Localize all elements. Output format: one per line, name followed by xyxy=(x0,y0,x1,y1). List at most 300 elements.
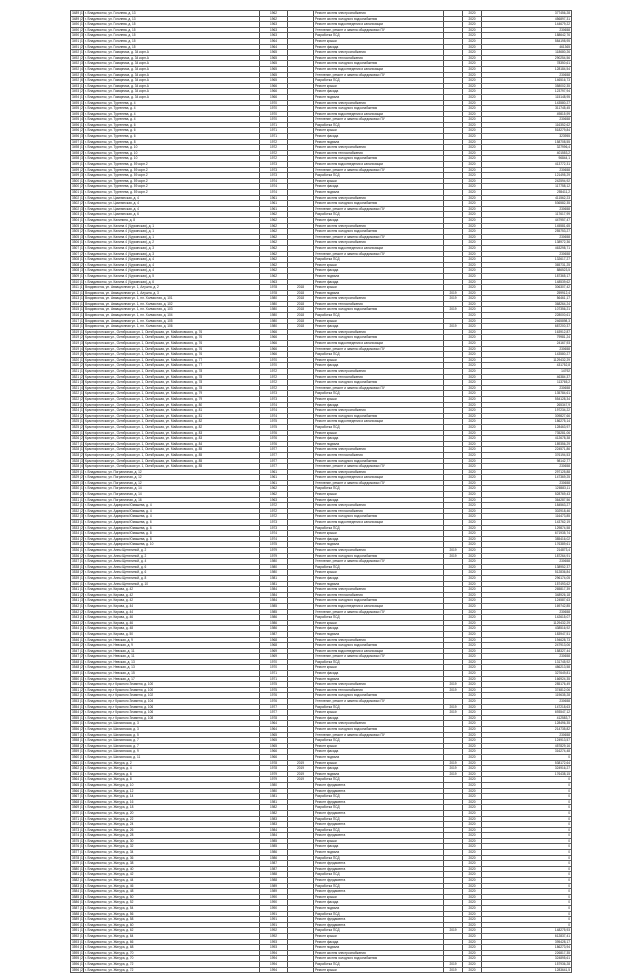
build-year-cell: 1966 xyxy=(260,94,288,100)
period-year-cell: 2020 xyxy=(463,548,482,554)
cost-cell: 230658 xyxy=(482,27,572,33)
period-year-cell: 2020 xyxy=(463,11,482,17)
row-number-cell: 3498 (3) xyxy=(72,156,84,161)
period-year-cell: 2020 xyxy=(463,22,482,28)
address-cell: г. Владивосток, ул. Анны Щетининой, д. 2 xyxy=(84,553,260,559)
work-type-cell: Ремонт фундамента xyxy=(314,782,444,788)
build-year-cell: 1972 xyxy=(260,150,288,156)
planned-year-cell: 2019 xyxy=(444,296,463,302)
cost-cell: 98142,77 xyxy=(482,458,572,464)
work-type-cell: Разработка ПСД xyxy=(314,805,444,811)
address-cell: г. Владивосток, ул. Анны Щетининой, д. 10 xyxy=(84,581,260,587)
last-repair-year-cell: 2018 xyxy=(288,318,314,324)
build-year-cell: 1982 xyxy=(260,810,288,816)
row-number-cell: 3503 (1) xyxy=(72,212,84,217)
row-number-cell: 3558 (2) xyxy=(72,743,84,748)
build-year-cell: 1975 xyxy=(260,542,288,548)
work-type-cell: Разработка ПСД xyxy=(314,525,444,531)
cost-cell: 296174,05 xyxy=(482,575,572,581)
cost-cell: 56461,17 xyxy=(482,296,572,302)
row-number-cell: 3502 (3) xyxy=(72,206,84,211)
work-type-cell: Ремонт систем теплоснабжения xyxy=(314,150,444,156)
period-year-cell: 2020 xyxy=(463,956,482,962)
build-year-cell: 1962 xyxy=(260,257,288,263)
work-type-cell: Ремонт фасада xyxy=(314,626,444,632)
period-year-cell: 2020 xyxy=(463,699,482,705)
build-year-cell: 1980 xyxy=(260,313,288,319)
address-cell: г. Владивосток, пр-т Красного Знамени, д. 104 xyxy=(84,699,260,705)
work-type-cell: Ремонт фасада xyxy=(314,671,444,677)
work-type-cell: Разработка ПСД xyxy=(314,928,444,934)
cost-cell: 0 xyxy=(482,754,572,760)
row-number-cell: 3528 (1) xyxy=(72,447,84,452)
cost-cell: 259912,4 xyxy=(482,290,572,296)
address-cell: г. Владивосток, ул. Жигура, д. 22 xyxy=(84,816,260,822)
row-number-cell: 3519 (2) xyxy=(72,335,84,340)
address-cell: г. Владивосток, ул. Кирова, д. 46 xyxy=(84,620,260,626)
build-year-cell: 1986 xyxy=(260,626,288,632)
row-number-cell: 3538 (2) xyxy=(72,570,84,575)
cost-cell: 327649,81 xyxy=(482,671,572,677)
period-year-cell: 2020 xyxy=(463,307,482,313)
address-cell: г. Владивосток, ул. Жигура, д. 68 xyxy=(84,945,260,951)
address-cell: г. Владивосток, ул. Тургенева, д. 59 корп.2 xyxy=(84,167,260,173)
build-year-cell: 1991 xyxy=(260,922,288,928)
period-year-cell: 2020 xyxy=(463,486,482,492)
work-type-cell: Ремонт фундамента xyxy=(314,866,444,872)
cost-cell: 265347,9 xyxy=(482,402,572,408)
work-type-cell: Ремонт систем холодного водоснабжения xyxy=(314,413,444,419)
cost-cell: 96844,1 xyxy=(482,156,572,162)
row-number-cell: 3534 (2) xyxy=(72,536,84,541)
build-year-cell: 1965 xyxy=(260,55,288,61)
period-year-cell: 2020 xyxy=(463,592,482,598)
period-year-cell: 2020 xyxy=(463,396,482,402)
work-type-cell: Ремонт систем водоотведения и канализации xyxy=(314,245,444,251)
cost-cell: 412583,7 xyxy=(482,715,572,721)
address-cell: г. Владивосток, ул. Невская, д. 15 xyxy=(84,671,260,677)
build-year-cell: 1973 xyxy=(260,391,288,397)
row-number-cell: 3532 (2) xyxy=(72,508,84,513)
work-type-cell: Ремонт систем электроснабжения xyxy=(314,240,444,246)
row-number-cell: 3512 (1) xyxy=(72,290,84,295)
work-type-cell: Ремонт систем электроснабжения xyxy=(314,329,444,335)
row-number-cell: 3519 (4) xyxy=(72,346,84,351)
build-year-cell: 1974 xyxy=(260,536,288,542)
work-type-cell: Ремонт крыши xyxy=(314,357,444,363)
row-number-cell: 3521 (3) xyxy=(72,380,84,385)
address-cell: Краснофлотская ул., Октябрьская ул. 1, Октябрьская, ул. Майкоповского, д. 78 xyxy=(84,369,260,375)
build-year-cell: 1972 xyxy=(260,374,288,380)
planned-year-cell: 2019 xyxy=(444,548,463,554)
cost-cell: 348926,18 xyxy=(482,592,572,598)
address-cell: Краснофлотская ул., Октябрьская ул. 1, Октябрьская, ул. Майкоповского, д. 82 xyxy=(84,419,260,425)
address-cell: г. Владивосток, ул. Жигура, д. 14 xyxy=(84,794,260,800)
cost-cell: 197234,22 xyxy=(482,408,572,414)
row-number-cell: 3492 (1) xyxy=(72,50,84,55)
period-year-cell: 2020 xyxy=(463,620,482,626)
address-cell: г. Владивосток, ул. Гоголева, д. 13 xyxy=(84,16,260,22)
row-number-cell: 3551 (1) xyxy=(72,682,84,687)
build-year-cell: 1975 xyxy=(260,419,288,425)
cost-cell: 413772,31 xyxy=(482,162,572,168)
period-year-cell: 2020 xyxy=(463,492,482,498)
build-year-cell: 1965 xyxy=(260,738,288,744)
cost-cell: 374812,06 xyxy=(482,687,572,693)
period-year-cell: 2020 xyxy=(463,106,482,112)
work-type-cell: Утепление, ремонт и замена общедомовых ПУ xyxy=(314,385,444,391)
cost-cell: 113765,2 xyxy=(482,380,572,386)
build-year-cell: 1974 xyxy=(260,190,288,196)
work-type-cell: Ремонт крыши xyxy=(314,396,444,402)
work-type-cell: Утепление, ремонт и замена общедомовых ПУ xyxy=(314,206,444,212)
row-number-cell: 3577 (1) xyxy=(72,850,84,855)
period-year-cell: 2020 xyxy=(463,173,482,179)
build-year-cell: 1972 xyxy=(260,139,288,145)
row-number-cell: 3595 (1) xyxy=(72,950,84,955)
period-year-cell: 2020 xyxy=(463,50,482,56)
address-cell: г. Владивосток, ул. Жигура, д. 62 xyxy=(84,928,260,934)
build-year-cell: 1971 xyxy=(260,671,288,677)
address-cell: г. Владивосток, ул. Гамарника, д. 34 корп.А xyxy=(84,78,260,84)
period-year-cell: 2020 xyxy=(463,665,482,671)
cost-cell: 230658 xyxy=(482,559,572,565)
period-year-cell: 2020 xyxy=(463,816,482,822)
cost-cell: 131745,92 xyxy=(482,659,572,665)
cost-cell: 148275,93 xyxy=(482,928,572,934)
row-number-cell: 3489 (1) xyxy=(72,11,84,15)
last-repair-year-cell: 2018 xyxy=(288,301,314,307)
address-cell: г. Владивосток, ул. Тургенева, д. 4 xyxy=(84,111,260,117)
row-number-cell: 3516 (1) xyxy=(72,313,84,318)
build-year-cell: 1992 xyxy=(260,928,288,934)
planned-year-cell: 2019 xyxy=(444,687,463,693)
cost-cell: 290254,56 xyxy=(482,55,572,61)
cost-cell: 0 xyxy=(482,878,572,884)
address-cell: г. Владивосток, ул. Калина 4 (Чуркинская), д. 1 xyxy=(84,234,260,240)
address-cell: г. Владивосток, ул. Гамарника, д. 34 корп.А xyxy=(84,94,260,100)
row-number-cell: 3520 (1) xyxy=(72,357,84,362)
build-year-cell: 1984 xyxy=(260,592,288,598)
address-cell: Владивосток, ул. Авиационная ул. 1, Алушта, д. 3 xyxy=(84,290,260,296)
cost-cell: 735281,06 xyxy=(482,430,572,436)
build-year-cell: 1984 xyxy=(260,827,288,833)
build-year-cell: 1980 xyxy=(260,782,288,788)
build-year-cell: 1965 xyxy=(260,732,288,738)
planned-year-cell: 2019 xyxy=(444,961,463,967)
period-year-cell: 2020 xyxy=(463,743,482,749)
period-year-cell: 2020 xyxy=(463,872,482,878)
period-year-cell: 2020 xyxy=(463,341,482,347)
work-type-cell: Разработка ПСД xyxy=(314,855,444,861)
work-type-cell: Ремонт крыши xyxy=(314,838,444,844)
address-cell: г. Владивосток, ул. Адмирала Юмашева, д. 4 xyxy=(84,514,260,520)
build-year-cell: 1963 xyxy=(260,22,288,28)
row-number-cell: 3572 (1) xyxy=(72,822,84,827)
work-type-cell: Разработка ПСД xyxy=(314,961,444,967)
build-year-cell: 1986 xyxy=(260,850,288,856)
work-type-cell: Ремонт систем электроснабжения xyxy=(314,296,444,302)
address-cell: г. Владивосток, ул. Шилкинская, д. 7 xyxy=(84,738,260,744)
cost-cell: 176438,15 xyxy=(482,771,572,777)
row-number-cell: 3570 (1) xyxy=(72,810,84,815)
row-number-cell: 3556 (2) xyxy=(72,727,84,731)
period-year-cell: 2020 xyxy=(463,603,482,609)
row-number-cell: 3590 (1) xyxy=(72,922,84,927)
row-number-cell: 3560 (1) xyxy=(72,754,84,759)
address-cell: г. Владивосток, пр-т Красного Знамени, д. 102 xyxy=(84,693,260,699)
address-cell: г. Владивосток, ул. Жигура, д. 42 xyxy=(84,872,260,878)
address-cell: г. Владивосток, ул. Анны Щетининой, д. 6 xyxy=(84,564,260,570)
work-type-cell: Ремонт подвала xyxy=(314,771,444,777)
build-year-cell: 1962 xyxy=(260,16,288,22)
address-cell: г. Владивосток, ул. Цимлянская, д. 4 xyxy=(84,195,260,201)
row-number-cell: 3522 (1) xyxy=(72,391,84,396)
build-year-cell: 1984 xyxy=(260,833,288,839)
address-cell: Владивосток, ул. Авиационная ул. 1, Алушта, д. 2 xyxy=(84,285,260,291)
cost-cell: 187365,17 xyxy=(482,273,572,279)
address-cell: г. Владивосток, ул. Жигура, д. 20 xyxy=(84,810,260,816)
cost-cell: 107356,21 xyxy=(482,307,572,313)
address-cell: г. Владивосток, ул. Тургенева, д. 6 xyxy=(84,128,260,134)
build-year-cell: 1980 xyxy=(260,324,288,330)
row-number-cell: 3506 (1) xyxy=(72,240,84,245)
work-type-cell: Ремонт подвала xyxy=(314,754,444,760)
row-number-cell: 3579 (1) xyxy=(72,861,84,866)
row-number-cell: 3500 (2) xyxy=(72,184,84,189)
work-type-cell: Ремонт крыши xyxy=(314,967,444,973)
cost-cell: 456897,31 xyxy=(482,16,572,22)
build-year-cell: 1977 xyxy=(260,464,288,470)
row-number-cell: 3547 (2) xyxy=(72,654,84,659)
cost-cell: 224571,86 xyxy=(482,447,572,453)
cost-cell: 365731,25 xyxy=(482,262,572,268)
build-year-cell: 1994 xyxy=(260,967,288,973)
build-year-cell: 1980 xyxy=(260,301,288,307)
period-year-cell: 2020 xyxy=(463,111,482,117)
address-cell: г. Владивосток, ул. Кирова, д. 46 xyxy=(84,615,260,621)
cost-cell: 0 xyxy=(482,861,572,867)
row-number-cell: 3556 (1) xyxy=(72,721,84,726)
build-year-cell: 1982 xyxy=(260,805,288,811)
cost-cell: 554128,34 xyxy=(482,396,572,402)
cost-cell: 0 xyxy=(482,866,572,872)
row-number-cell: 3515 (1) xyxy=(72,307,84,312)
period-year-cell: 2020 xyxy=(463,827,482,833)
period-year-cell: 2020 xyxy=(463,167,482,173)
row-number-cell: 3559 (1) xyxy=(72,749,84,754)
row-number-cell: 3573 (1) xyxy=(72,827,84,832)
work-type-cell: Ремонт фундамента xyxy=(314,922,444,928)
address-cell: г. Владивосток, ул. Невская, д. 9 xyxy=(84,637,260,643)
address-cell: г. Владивосток, ул. Гамарника, д. 34 корп.А xyxy=(84,61,260,67)
row-number-cell: 3526 (2) xyxy=(72,436,84,441)
row-number-cell: 3520 (2) xyxy=(72,363,84,368)
build-year-cell: 1961 xyxy=(260,195,288,201)
cost-cell: 118680,26 xyxy=(482,50,572,56)
build-year-cell: 1993 xyxy=(260,939,288,945)
cost-cell: 230658 xyxy=(482,251,572,257)
cost-cell: 323955 xyxy=(482,134,572,140)
period-year-cell: 2020 xyxy=(463,732,482,738)
build-year-cell: 1977 xyxy=(260,458,288,464)
cost-cell: 157936,28 xyxy=(482,961,572,967)
work-type-cell: Ремонт фундамента xyxy=(314,833,444,839)
cost-cell: 184563,27 xyxy=(482,503,572,509)
row-number-cell: 3492 (5) xyxy=(72,72,84,77)
row-number-cell: 3532 (1) xyxy=(72,503,84,508)
address-cell: г. Владивосток, ул. Жигура, д. 10 xyxy=(84,782,260,788)
row-number-cell: 3530 (1) xyxy=(72,486,84,491)
table-body xyxy=(71,11,572,973)
work-type-cell: Ремонт крыши xyxy=(314,743,444,749)
period-year-cell: 2020 xyxy=(463,939,482,945)
work-type-cell: Разработка ПСД xyxy=(314,391,444,397)
address-cell: Краснофлотская ул., Октябрьская ул. 1, Октябрьская, ул. Майкоповского, д. 85 xyxy=(84,458,260,464)
build-year-cell: 1962 xyxy=(260,223,288,229)
build-year-cell: 1987 xyxy=(260,866,288,872)
row-number-cell: 3495 (2) xyxy=(72,106,84,111)
row-number-cell: 3589 (1) xyxy=(72,917,84,922)
row-number-cell: 3548 (2) xyxy=(72,665,84,670)
cost-cell: 358002,35 xyxy=(482,83,572,89)
row-number-cell: 3551 (2) xyxy=(72,687,84,692)
period-year-cell: 2020 xyxy=(463,738,482,744)
work-type-cell: Ремонт систем электроснабжения xyxy=(314,408,444,414)
work-type-cell: Разработка ПСД xyxy=(314,78,444,84)
work-type-cell: Разработка ПСД xyxy=(314,777,444,783)
last-repair-year-cell: 2019 xyxy=(288,777,314,783)
work-type-cell: Ремонт систем теплоснабжения xyxy=(314,592,444,598)
build-year-cell: 1980 xyxy=(260,318,288,324)
address-cell: г. Владивосток, ул. Кирова, д. 48 xyxy=(84,626,260,632)
address-cell: г. Владивосток, ул. Кирова, д. 44 xyxy=(84,609,260,615)
work-type-cell: Ремонт систем электроснабжения xyxy=(314,11,444,17)
cost-cell: 79981,24 xyxy=(482,335,572,341)
build-year-cell: 1974 xyxy=(260,408,288,414)
address-cell: г. Владивосток, ул. Гамарника, д. 34 корп.А xyxy=(84,50,260,56)
row-number-cell: 3518 (1) xyxy=(72,324,84,329)
cost-cell: 0 xyxy=(482,906,572,912)
cost-cell: 0 xyxy=(482,922,572,928)
work-type-cell: Ремонт подвала xyxy=(314,676,444,682)
address-cell: г. Владивосток, ул. Калинина, д. 8 xyxy=(84,217,260,223)
period-year-cell: 2020 xyxy=(463,44,482,50)
build-year-cell: 1974 xyxy=(260,402,288,408)
address-cell: г. Владивосток, ул. Калина 4 (Чуркинская), д. 4 xyxy=(84,268,260,274)
address-cell: г. Владивосток, ул. Калина 4 (Чуркинская), д. 5 xyxy=(84,273,260,279)
period-year-cell: 2020 xyxy=(463,648,482,654)
address-cell: г. Владивосток, ул. Цимлянская, д. 4 xyxy=(84,206,260,212)
row-number-cell: 3492 (2) xyxy=(72,55,84,60)
work-type-cell: Ремонт подвала xyxy=(314,139,444,145)
last-repair-year-cell: 2018 xyxy=(288,313,314,319)
address-cell: Краснофлотская ул., Октябрьская ул. 1, Октябрьская, ул. Майкоповского, д. 83 xyxy=(84,436,260,442)
period-year-cell: 2020 xyxy=(463,234,482,240)
work-type-cell: Ремонт систем водоотведения и канализации xyxy=(314,475,444,481)
build-year-cell: 1980 xyxy=(260,788,288,794)
build-year-cell: 1987 xyxy=(260,631,288,637)
address-cell: г. Владивосток, ул. Тургенева, д. 59 корп.2 xyxy=(84,173,260,179)
build-year-cell: 1974 xyxy=(260,178,288,184)
work-type-cell: Ремонт подвала xyxy=(314,190,444,196)
build-year-cell: 1961 xyxy=(260,480,288,486)
work-type-cell: Ремонт систем холодного водоснабжения xyxy=(314,335,444,341)
cost-cell: 14792 xyxy=(482,369,572,375)
address-cell: г. Владивосток, ул. Невская, д. 13 xyxy=(84,659,260,665)
row-number-cell: 3493 (2) xyxy=(72,89,84,94)
address-cell: г. Владивосток, ул. Гоголева, д. 13 xyxy=(84,11,260,17)
period-year-cell: 2020 xyxy=(463,945,482,951)
period-year-cell: 2020 xyxy=(463,855,482,861)
build-year-cell: 1973 xyxy=(260,173,288,179)
work-type-cell: Разработка ПСД xyxy=(314,883,444,889)
build-year-cell: 1973 xyxy=(260,167,288,173)
address-cell: Краснофлотская ул., Октябрьская ул. 1, Октябрьская, ул. Майкоповского, д. 85 xyxy=(84,452,260,458)
period-year-cell: 2020 xyxy=(463,402,482,408)
row-number-cell: 3546 (1) xyxy=(72,637,84,642)
address-cell: г. Владивосток, ул. Тургенева, д. 10 xyxy=(84,150,260,156)
build-year-cell: 1962 xyxy=(260,273,288,279)
work-type-cell: Утепление, ремонт и замена общедомовых ПУ xyxy=(314,464,444,470)
period-year-cell: 2020 xyxy=(463,184,482,190)
work-type-cell: Ремонт фасада xyxy=(314,436,444,442)
cost-cell: 138972,36 xyxy=(482,240,572,246)
cost-cell: 285176,49 xyxy=(482,682,572,688)
row-number-cell: 3496 (1) xyxy=(72,122,84,127)
period-year-cell: 2020 xyxy=(463,766,482,772)
row-number-cell: 3578 (1) xyxy=(72,855,84,860)
address-cell: г. Владивосток, ул. Пограничная, д. 12 xyxy=(84,469,260,475)
row-number-cell: 3524 (2) xyxy=(72,413,84,418)
work-type-cell: Ремонт систем холодного водоснабжения xyxy=(314,61,444,67)
last-repair-year-cell xyxy=(288,967,314,973)
build-year-cell: 1991 xyxy=(260,917,288,923)
row-number-cell: 3535 (1) xyxy=(72,542,84,547)
period-year-cell: 2020 xyxy=(463,268,482,274)
cost-cell: 230658 xyxy=(482,167,572,173)
build-year-cell: 1977 xyxy=(260,447,288,453)
row-number-cell: 3489 (2) xyxy=(72,16,84,21)
cost-cell: 166924,35 xyxy=(482,676,572,682)
work-type-cell: Ремонт фасада xyxy=(314,575,444,581)
cost-cell: 0 xyxy=(482,799,572,805)
cost-cell: 687200,37 xyxy=(482,324,572,330)
address-cell: г. Владивосток, ул. Жигура, д. 18 xyxy=(84,805,260,811)
build-year-cell: 1986 xyxy=(260,615,288,621)
build-year-cell: 1981 xyxy=(260,581,288,587)
period-year-cell: 2020 xyxy=(463,318,482,324)
row-number-cell: 3521 (1) xyxy=(72,369,84,373)
row-number-cell: 3539 (1) xyxy=(72,575,84,580)
address-cell: г. Владивосток, ул. Гамарника, д. 34 корп.А xyxy=(84,66,260,72)
row-number-cell: 3532 (3) xyxy=(72,514,84,519)
period-year-cell: 2020 xyxy=(463,83,482,89)
period-year-cell: 2020 xyxy=(463,844,482,850)
period-year-cell: 2020 xyxy=(463,715,482,721)
work-type-cell: Ремонт систем водоотведения и канализации xyxy=(314,520,444,526)
work-type-cell: Ремонт крыши xyxy=(314,710,444,716)
cost-cell: 538172,64 xyxy=(482,760,572,766)
row-number-cell: 3499 (1) xyxy=(72,162,84,167)
address-cell: г. Владивосток, ул. Кирова, д. 42 xyxy=(84,592,260,598)
build-year-cell: 1980 xyxy=(260,570,288,576)
build-year-cell: 1994 xyxy=(260,961,288,967)
row-number-cell: 3595 (2) xyxy=(72,956,84,961)
address-cell: г. Владивосток, ул. Пограничная, д. 14 xyxy=(84,492,260,498)
row-number-cell: 3497 (1) xyxy=(72,139,84,144)
work-type-cell: Ремонт систем электроснабжения xyxy=(314,469,444,475)
